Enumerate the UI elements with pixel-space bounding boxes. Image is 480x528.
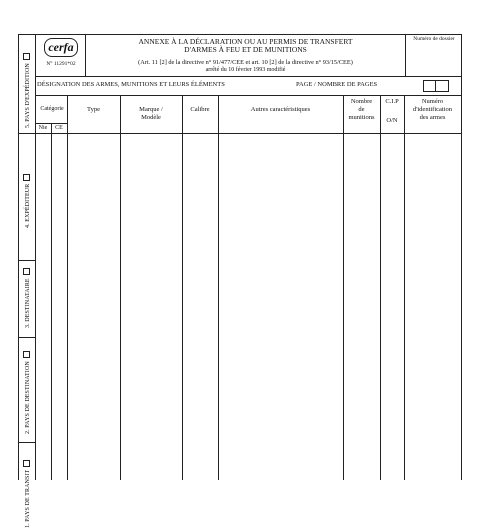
frame-right (461, 34, 462, 480)
subtitle-line-1: (Art. 11 [2] de la directive n° 91/477/CEE et art. 10 [2] de la directive n° 93/15/CEE) (138, 59, 353, 66)
col-nombre-1: Nombre (350, 98, 373, 105)
col-cip-2: O/N (386, 117, 398, 124)
col-line-autres (218, 95, 219, 480)
title-line-2: D'ARMES À FEU ET DE MUNITIONS (184, 45, 307, 54)
designation-label: DÉSIGNATION DES ARMES, MUNITIONS ET LEURS ÉLÉMENTS (37, 81, 225, 88)
header-bottom-line (35, 76, 461, 77)
section-destinataire (23, 268, 31, 328)
col-marque-2: Modèle (141, 114, 161, 121)
col-nombre-2: de (358, 106, 365, 113)
section-pays-transit (23, 460, 31, 528)
sidebar-divider-3 (18, 337, 35, 338)
col-type: Type (87, 106, 100, 113)
page-count-divider (435, 81, 436, 91)
cerfa-logo: cerfa (44, 38, 78, 57)
frame-left (18, 34, 19, 480)
column-header-bottom-line (35, 133, 461, 134)
col-nombre-3: munitions (348, 114, 375, 121)
col-line-nie-ce (51, 123, 52, 480)
col-line-type (67, 95, 68, 480)
col-cip-1: C.I.P (385, 98, 399, 105)
checkbox-pays-expedition[interactable] (23, 53, 30, 60)
page-label: PAGE / NOMBRE DE PAGES (296, 81, 378, 88)
checkbox-pays-transit[interactable] (23, 460, 30, 467)
section-pays-destination-label: 2. PAYS DE DESTINATION (25, 361, 31, 434)
col-marque-1: Marque / (139, 106, 163, 113)
col-line-marque (120, 95, 121, 480)
col-line-calibre (182, 95, 183, 480)
col-autres: Autres caractéristiques (250, 106, 311, 113)
page-count-field[interactable] (423, 80, 449, 92)
checkbox-destinataire[interactable] (23, 268, 30, 275)
header-divider-2 (405, 34, 406, 76)
checkbox-pays-destination[interactable] (23, 351, 30, 358)
section-destinataire-label: 3. DESTINATAIRE (25, 278, 31, 328)
col-line-cip (380, 95, 381, 480)
col-numero-3: des armes (419, 114, 446, 121)
section-pays-expedition (23, 53, 31, 128)
section-pays-destination (23, 351, 31, 434)
section-expediteur (23, 174, 31, 228)
sidebar-divider-1 (18, 133, 35, 134)
col-ce: CE (55, 125, 63, 131)
title-line-1: ANNEXE À LA DÉCLARATION OU AU PERMIS DE TRANSFERT (138, 37, 353, 46)
col-line-nombre (343, 95, 344, 480)
designation-bottom-line (35, 95, 461, 96)
sidebar-divider (35, 34, 36, 480)
form-number: N° 11291*02 (46, 61, 76, 67)
section-pays-transit-label: 1. PAYS DE TRANSIT (25, 469, 31, 528)
col-line-numero (404, 95, 405, 480)
col-categorie: Catégorie (40, 106, 64, 112)
checkbox-expediteur[interactable] (23, 174, 30, 181)
col-numero-2: d'identification (412, 106, 453, 113)
section-expediteur-label: 4. EXPÉDITEUR (25, 183, 31, 228)
sidebar-divider-2 (18, 260, 35, 261)
sidebar-divider-4 (18, 442, 35, 443)
dossier-label: Numéro de dossier (413, 36, 455, 42)
subtitle-line-2: arrêté du 10 février 1993 modifié (205, 67, 286, 73)
section-pays-expedition-label: 5. PAYS D'EXPÉDITION (25, 63, 31, 128)
col-numero-1: Numéro (421, 98, 444, 105)
col-nie: Nie (38, 125, 48, 131)
col-calibre: Calibre (190, 106, 210, 113)
